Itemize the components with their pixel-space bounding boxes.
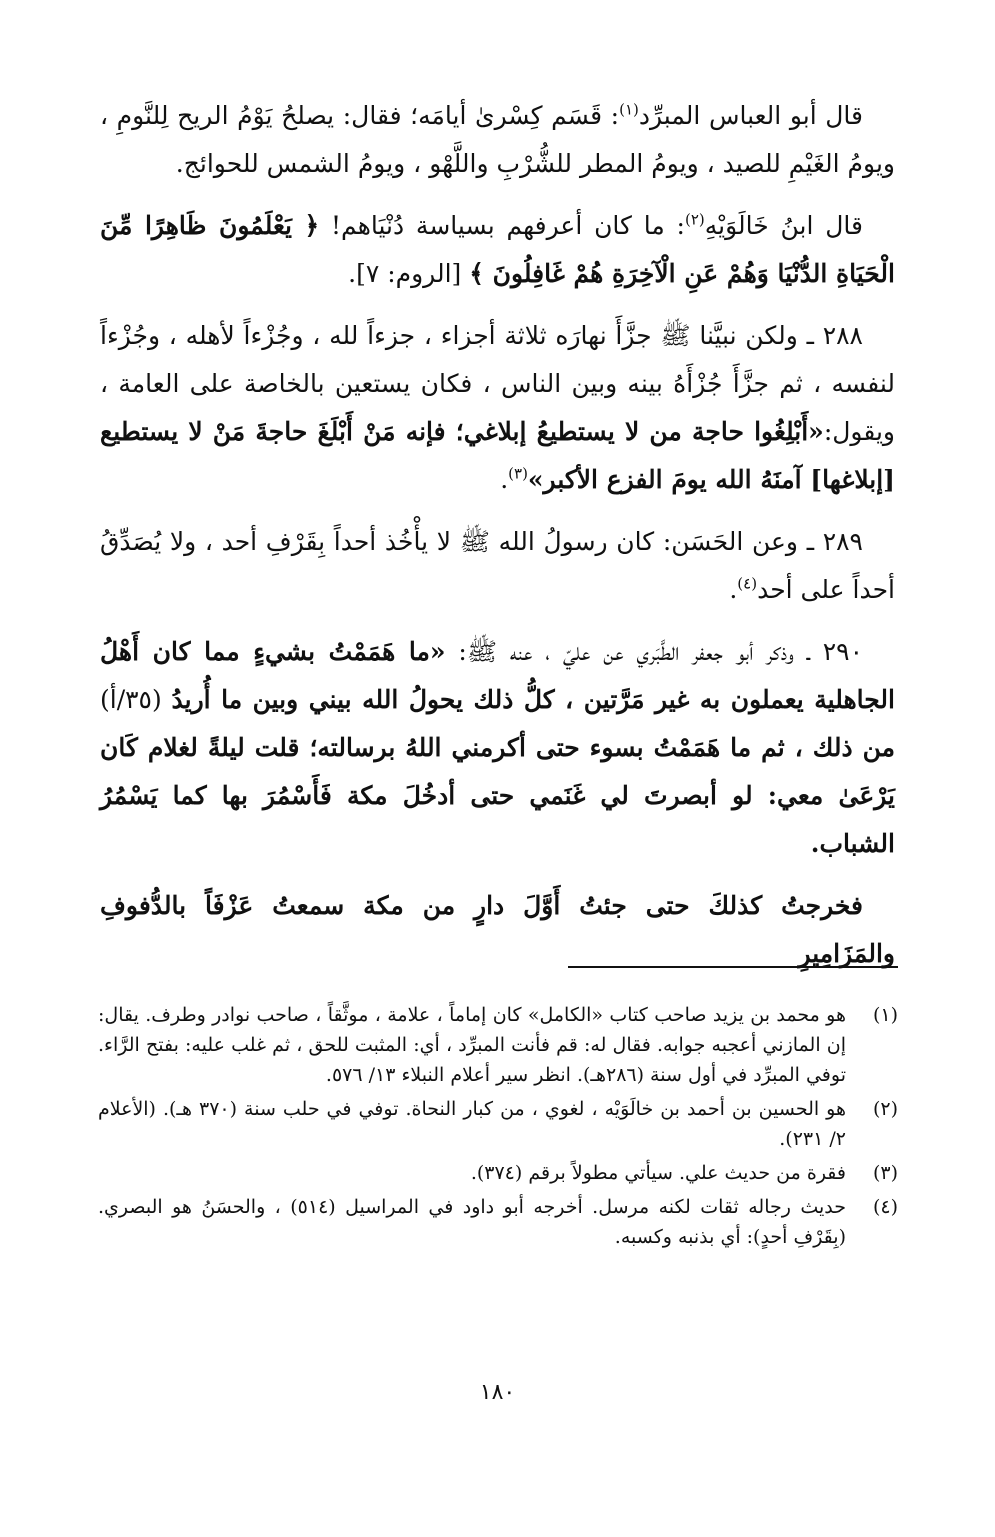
paragraph-289 [100, 518, 895, 614]
footnote-ref: (٤) [737, 574, 758, 593]
quran-verse: ﴿ يَعْلَمُونَ ظَاهِرًا مِّنَ الْحَيَاةِ الدُّنْيَا وَهُمْ عَنِ الْآخِرَةِ هُمْ غَافِلُونَ ﴾ [100, 211, 895, 288]
paragraph-number: ٢٨٩ ـ [806, 527, 863, 556]
footnote-text: حديث رجاله ثقات لكنه مرسل. أخرجه أبو داود في المراسيل (٥١٤) ، والحسَنُ هو البصري. (بِقَرْفِ أحدٍ): أي بذنبه وكسبه. [98, 1196, 846, 1248]
paragraph-number: ٢٨٨ ـ [806, 321, 863, 350]
footnote [98, 1094, 898, 1154]
folio-marker: (٣٥/أ) [100, 685, 162, 714]
footnote-ref: (١) [619, 100, 639, 119]
footnotes [98, 1000, 898, 1256]
footnote-ref: (٣) [508, 464, 528, 483]
text-segment: وعن الحَسَن: كان رسولُ الله ﷺ لا يأْخُذ أحداً بِقَرْفِ أحد ، ولا يُصَدِّقُ أحداً على أحد [100, 527, 895, 604]
footnote [98, 1192, 898, 1252]
text-segment: . [729, 575, 738, 604]
page-number: ١٨٠ [479, 1380, 516, 1405]
footnote-number: (٣) [872, 1162, 898, 1184]
footnote-number: (١) [872, 1004, 898, 1026]
text-segment: قال أبو العباس المبرِّد [638, 101, 863, 130]
footnote [98, 1000, 898, 1090]
paragraph-288 [100, 312, 895, 504]
footnote-text: هو محمد بن يزيد صاحب كتاب «الكامل» كان إماماً ، علامة ، موثَّقاً ، صاحب نوادر وطرف. يقال: إن المازني أعجبه جوابه. فقال له: قم فأنت المبرِّد ، أي: المثبت للحق ، ثم غلب عليه: بفتح الرَّاء. توفي المبرِّد في أول سنة (٢٨٦هـ). انظر سير أعلام النبلاء ١٣/ ٥٧٦. [98, 1004, 846, 1086]
text-segment: . [500, 465, 509, 494]
text-segment: قال ابنُ خَالَوَيْهِ [704, 211, 863, 240]
hadith-text: «أَبْلِغُوا حاجة من لا يستطيعُ إبلاغي؛ فإنه مَنْ أَبْلَغَ حاجةَ مَنْ لا يستطيع [إبلاغها] آمنَهُ الله يومَ الفزع الأكبر» [100, 417, 895, 494]
footnote-ref: (٢) [684, 210, 705, 229]
hadith-text: من ذلك ، ثم ما هَمَمْتُ بسوء حتى أكرمني اللهُ برسالته؛ قلت ليلةً لغلام كَان يَرْعَىٰ معي: لو أبصرتَ لي غَنَمي حتى أدخُلَ مكة فَأَسْمُرَ بها كما يَسْمُرُ الشباب. [100, 733, 895, 858]
paragraph-khalawayh [100, 202, 895, 298]
text-segment: ولكن نبيَّنا ﷺ جزَّأَ نهارَه ثلاثة أجزاء ، جزءاً لله ، وجُزْءاً لأهله ، وجُزْءاً لنفسه ، ثم جزَّأَ جُزْأَهُ بينه وبين الناس ، فكان يستعين بالخاصة على العامة ، ويقول: [100, 321, 895, 446]
footnote-separator [568, 966, 898, 968]
footnote-text: هو الحسين بن أحمد بن خالَوَيْه ، لغوي ، من كبار النحاة. توفي في حلب سنة (٣٧٠ هـ). (الأعلام ٢/ ٢٣١). [98, 1098, 846, 1150]
footnote-text: فقرة من حديث علي. سيأتي مطولاً برقم (٣٧٤). [470, 1162, 846, 1184]
paragraph-290 [100, 628, 895, 868]
footnote-number: (٢) [872, 1098, 898, 1120]
footnote-number: (٤) [872, 1196, 898, 1218]
paragraph-mubarrad [100, 92, 895, 188]
main-text [100, 92, 895, 992]
verse-reference: [الروم: ٧]. [348, 259, 462, 288]
paragraph-number: ٢٩٠ ـ [806, 637, 864, 666]
footnote [98, 1158, 898, 1188]
text-segment: وذكر أبو جعفر الطَّبَري عن عليّ ، عنه ﷺ: [458, 637, 794, 666]
paragraph-continuation: فخرجتُ كذلكَ حتى جئتُ أَوَّلَ دارٍ من مكة سمعتُ عَزْفَاً بالدُّفوفِ والمَزَامِيرِ [100, 891, 895, 968]
hadith-text: «ما هَمَمْتُ بشيءٍ مما كان أَهْلُ الجاهلية يعملون به غير مَرَّتين ، كلُّ ذلك يحولُ الله بيني وبين ما أُريدُ [100, 637, 895, 714]
text-segment: : قَسَم كِسْرىٰ أيامَه؛ فقال: يصلحُ يَوْمُ الريح لِلنَّومِ ، ويومُ الغَيْمِ للصيد ، ويومُ المطر للشُّرْبِ واللَّهْو ، ويومُ الشمس للحوائج. [100, 101, 895, 178]
text-segment: : ما كان أعرفهم بسياسة دُنْيَاهم! [331, 211, 685, 240]
